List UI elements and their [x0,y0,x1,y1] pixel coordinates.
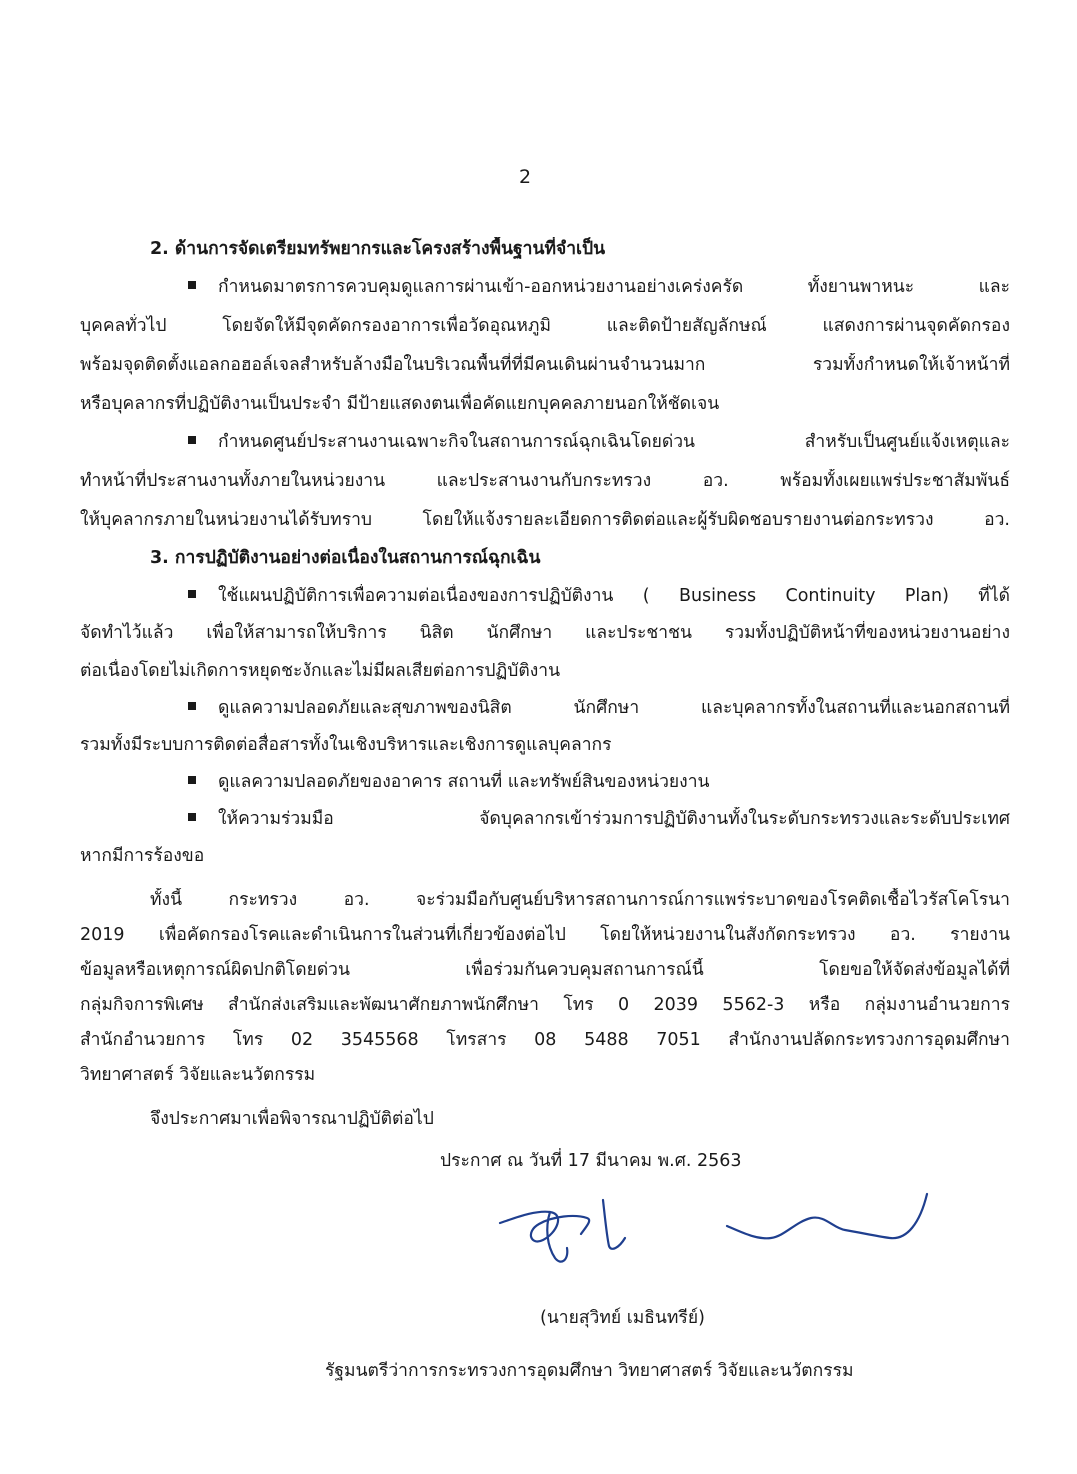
section-3-bullet-1-line-2: จัดทำไว้แล้ว เพื่อให้สามารถให้บริการ นิสิต นักศึกษา และประชาชน รวมทั้งปฏิบัติหน้าที่ของหน่วยงานอย่าง [80,623,1010,643]
section-3-bullet-2-line-2: รวมทั้งมีระบบการติดต่อสื่อสารทั้งในเชิงบริหารและเชิงการดูแลบุคลากร [80,735,612,755]
date-line: ประกาศ ณ วันที่ 17 มีนาคม พ.ศ. 2563 [440,1151,742,1171]
bullet-icon [188,281,196,289]
section-3-bullet-3-line-1 [188,770,1010,794]
bullet-text: ให้ความร่วมมือ จัดบุคลากรเข้าร่วมการปฏิบัติงานทั้งในระดับกระทรวงและระดับประเทศ [218,809,1010,829]
bullet-icon [188,590,196,598]
section-2-heading: 2. ด้านการจัดเตรียมทรัพยากรและโครงสร้างพื้นฐานที่จำเป็น [150,239,606,259]
section-2-bullet-1-line-3: พร้อมจุดติดตั้งแอลกอฮอล์เจลสำหรับล้างมือในบริเวณพื้นที่ที่มีคนเดินผ่านจำนวนมาก รวมทั้งกำหนดให้เจ้าหน้าที่ [80,355,1010,375]
section-2-bullet-1-line-2: บุคคลทั่วไป โดยจัดให้มีจุดคัดกรองอาการเพื่อวัดอุณหภูมิ และติดป้ายสัญลักษณ์ แสดงการผ่านจุดคัดกรอง [80,316,1010,336]
bullet-icon [188,436,196,444]
section-3-bullet-1-line-1 [188,584,1010,608]
section-3-heading: 3. การปฏิบัติงานอย่างต่อเนื่องในสถานการณ์ฉุกเฉิน [150,548,541,568]
section-3-bullet-4-line-2: หากมีการร้องขอ [80,846,205,866]
closing-line-5: สำนักอำนวยการ โทร 02 3545568 โทรสาร 08 5488 7051 สำนักงานปลัดกระทรวงการอุดมศึกษา [80,1030,1010,1050]
signer-name: (นายสุวิทย์ เมธินทรีย์) [540,1308,705,1328]
section-2-bullet-1-line-1 [188,275,1010,299]
section-3-bullet-2-line-1 [188,696,1010,720]
signer-title: รัฐมนตรีว่าการกระทรวงการอุดมศึกษา วิทยาศาสตร์ วิจัยและนวัตกรรม [325,1361,854,1381]
section-3-bullet-4-line-1 [188,807,1010,831]
bullet-icon [188,813,196,821]
closing-line-2: 2019 เพื่อคัดกรองโรคและดำเนินการในส่วนที่เกี่ยวข้องต่อไป โดยให้หน่วยงานในสังกัดกระทรวง อว. รายงาน [80,925,1010,945]
signature-image [495,1188,945,1268]
bullet-text: กำหนดศูนย์ประสานงานเฉพาะกิจในสถานการณ์ฉุกเฉินโดยด่วน สำหรับเป็นศูนย์แจ้งเหตุและ [218,432,1010,452]
announce-line: จึงประกาศมาเพื่อพิจารณาปฏิบัติต่อไป [150,1109,434,1129]
section-2-bullet-2-line-2: ทำหน้าที่ประสานงานทั้งภายในหน่วยงาน และประสานงานกับกระทรวง อว. พร้อมทั้งเผยแพร่ประชาสัมพันธ์ [80,471,1010,491]
closing-line-4: กลุ่มกิจการพิเศษ สำนักส่งเสริมและพัฒนาศักยภาพนักศึกษา โทร 0 2039 5562-3 หรือ กลุ่มงานอำนวยการ [80,995,1010,1015]
bullet-text: กำหนดมาตรการควบคุมดูแลการผ่านเข้า-ออกหน่วยงานอย่างเคร่งครัด ทั้งยานพาหนะ และ [218,277,1010,297]
section-2-bullet-1-line-4: หรือบุคลากรที่ปฏิบัติงานเป็นประจำ มีป้ายแสดงตนเพื่อคัดแยกบุคคลภายนอกให้ชัดเจน [80,394,720,414]
closing-line-6: วิทยาศาสตร์ วิจัยและนวัตกรรม [80,1065,316,1085]
page-number: 2 [518,166,532,188]
section-3-bullet-1-line-3: ต่อเนื่องโดยไม่เกิดการหยุดชะงักและไม่มีผลเสียต่อการปฏิบัติงาน [80,661,561,681]
bullet-text: ใช้แผนปฏิบัติการเพื่อความต่อเนื่องของการปฏิบัติงาน ( Business Continuity Plan) ที่ได้ [218,586,1010,606]
bullet-icon [188,776,196,784]
bullet-text: ดูแลความปลอดภัยและสุขภาพของนิสิต นักศึกษา และบุคลากรทั้งในสถานที่และนอกสถานที่ [218,698,1010,718]
section-2-bullet-2-line-1 [188,430,1010,454]
section-2-bullet-2-line-3: ให้บุคลากรภายในหน่วยงานได้รับทราบ โดยให้แจ้งรายละเอียดการติดต่อและผู้รับผิดชอบรายงานต่อกระทรวง อว. [80,510,1010,530]
bullet-text: ดูแลความปลอดภัยของอาคาร สถานที่ และทรัพย์สินของหน่วยงาน [218,772,710,792]
closing-line-1: ทั้งนี้ กระทรวง อว. จะร่วมมือกับศูนย์บริหารสถานการณ์การแพร่ระบาดของโรคติดเชื้อไวรัสโคโรนา [150,890,1010,910]
closing-line-3: ข้อมูลหรือเหตุการณ์ผิดปกติโดยด่วน เพื่อร่วมกันควบคุมสถานการณ์นี้ โดยขอให้จัดส่งข้อมูลได้ที่ [80,960,1010,980]
bullet-icon [188,702,196,710]
